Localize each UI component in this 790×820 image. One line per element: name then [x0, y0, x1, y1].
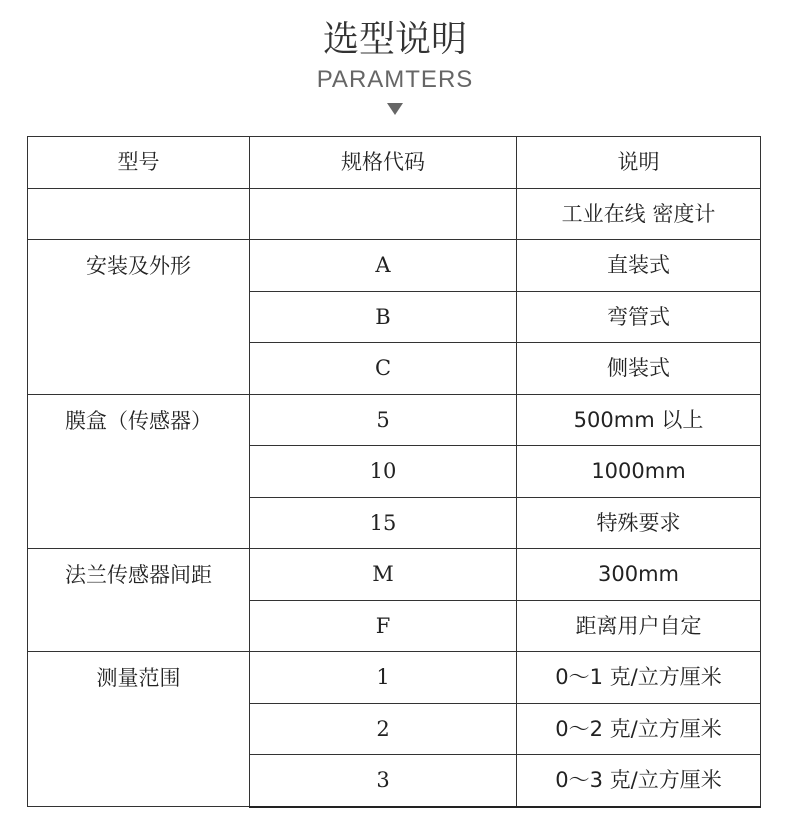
- spec-table: [27, 136, 761, 808]
- intro-code-cell: [250, 188, 517, 240]
- code-cell: 5: [250, 394, 517, 446]
- column-header-code: 规格代码: [250, 137, 517, 189]
- column-header-desc: 说明: [517, 137, 761, 189]
- group-name-cell: 测量范围: [28, 652, 250, 807]
- code-cell: 2: [250, 703, 517, 755]
- down-triangle-icon: [387, 103, 403, 115]
- code-cell: C: [250, 343, 517, 395]
- desc-cell: 距离用户自定: [517, 600, 761, 652]
- group-name-cell: 法兰传感器间距: [28, 549, 250, 652]
- page-title: 选型说明: [322, 19, 467, 60]
- code-cell: 10: [250, 446, 517, 498]
- table-row: [28, 188, 761, 240]
- desc-cell: 0～3 克/立方厘米: [517, 755, 761, 807]
- code-cell: F: [250, 600, 517, 652]
- column-header-model: 型号: [28, 137, 250, 189]
- table-row: [28, 394, 761, 446]
- group-name-cell: 膜盒（传感器）: [28, 394, 250, 549]
- intro-model-cell: [28, 188, 250, 240]
- code-cell: B: [250, 291, 517, 343]
- page-subtitle: PARAMTERS: [316, 66, 474, 93]
- code-cell: 1: [250, 652, 517, 704]
- desc-cell: 1000mm: [517, 446, 761, 498]
- desc-cell: 弯管式: [517, 291, 761, 343]
- table-row: [28, 240, 761, 292]
- code-cell: M: [250, 549, 517, 601]
- code-cell: A: [250, 240, 517, 292]
- desc-cell: 0～2 克/立方厘米: [517, 703, 761, 755]
- desc-cell: 0～1 克/立方厘米: [517, 652, 761, 704]
- desc-cell: 侧装式: [517, 343, 761, 395]
- desc-cell: 特殊要求: [517, 497, 761, 549]
- code-cell: 3: [250, 755, 517, 807]
- table-row: [28, 652, 761, 704]
- desc-cell: 300mm: [517, 549, 761, 601]
- desc-cell: 直装式: [517, 240, 761, 292]
- table-row: [28, 549, 761, 601]
- intro-desc-cell: 工业在线 密度计: [517, 188, 761, 240]
- code-cell: 15: [250, 497, 517, 549]
- desc-cell: 500mm 以上: [517, 394, 761, 446]
- table-header-row: [28, 137, 761, 189]
- group-name-cell: 安装及外形: [28, 240, 250, 395]
